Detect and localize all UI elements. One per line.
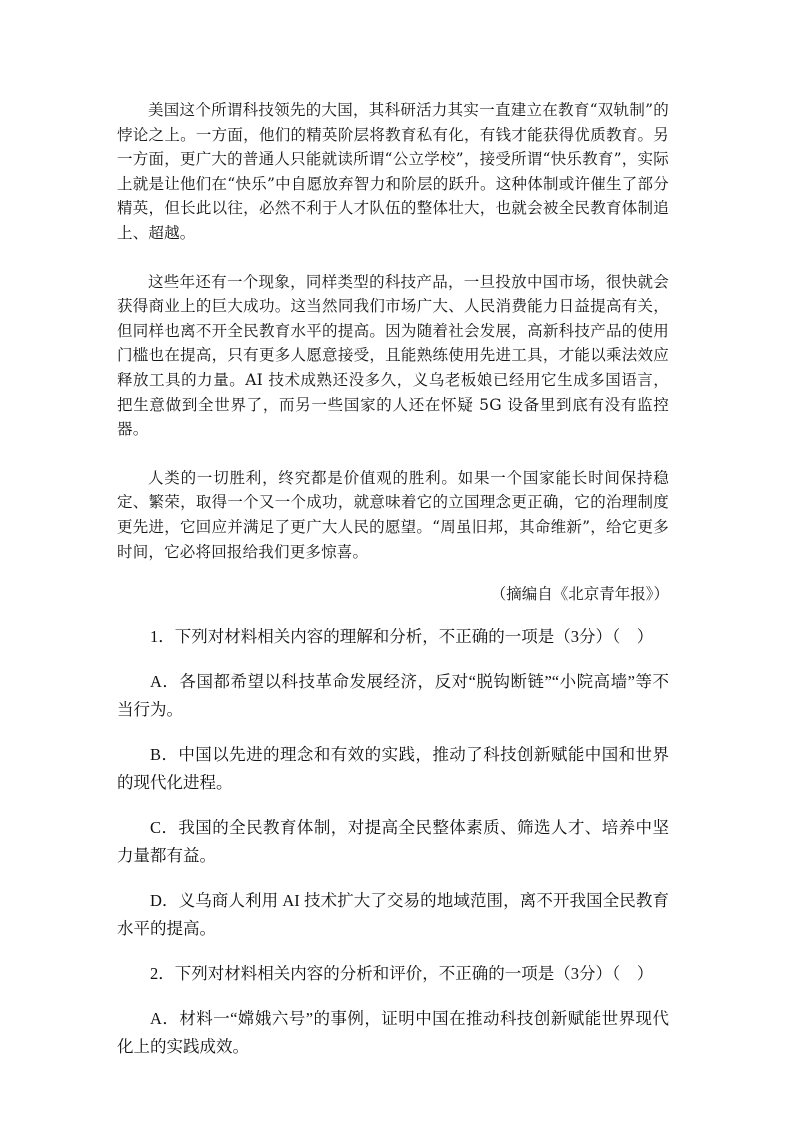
article-paragraph-2: 这些年还有一个现象，同样类型的科技产品，一旦投放中国市场，很快就会获得商业上的巨大成功。这当然同我们市场广大、人民消费能力日益提高有关，但同样也离不开全民教育水平的提高。因为随着社会发展，高新科技产品的使用门槛也在提高，只有更多人愿意接受，且能熟练使用先进工具，才能以乘法效应释放工具的力量。AI 技术成熟还没多久，义乌老板娘已经用它生成多国语言，把生意做到全世界了，而另一些国家的人还在怀疑 5G 设备里到底有没有监控器。	[117, 272, 669, 439]
question-2	[117, 960, 669, 1061]
article-source: （摘编自《北京青年报》）	[490, 585, 669, 604]
question-1-option-a: A．各国都希望以科技革命发展经济，反对“脱钩断链”“小院高墙”等不当行为。	[117, 672, 669, 720]
question-2-stem: 2．下列对材料相关内容的分析和评价，不正确的一项是（3分）（ ）	[150, 964, 654, 984]
question-1-option-d: D．义乌商人利用 AI 技术扩大了交易的地域范围，离不开我国全民教育水平的提高。	[117, 891, 669, 939]
article-paragraph-3: 人类的一切胜利，终究都是价值观的胜利。如果一个国家能长时间保持稳定、繁荣，取得一个又一个成功，就意味着它的立国理念更正确，它的治理制度更先进，它回应并满足了更广大人民的愿望。“周虽旧邦，其命维新”，给它更多时间，它必将回报给我们更多惊喜。	[117, 468, 669, 561]
questions-section	[117, 623, 669, 1061]
article-passage	[117, 98, 669, 564]
question-1	[117, 623, 669, 943]
article-paragraph-1: 美国这个所谓科技领先的大国，其科研活力其实一直建立在教育“双轨制”的悖论之上。一方面，他们的精英阶层将教育私有化，有钱才能获得优质教育。另一方面，更广大的普通人只能就读所谓“公立学校”，接受所谓“快乐教育”，实际上就是让他们在“快乐”中自愿放弃智力和阶层的跃升。这种体制或许催生了部分精英，但长此以往，必然不利于人才队伍的整体壮大，也就会被全民教育体制追上、超越。	[117, 101, 669, 242]
page-content	[117, 98, 669, 1078]
question-2-option-a: A．材料一“嫦娥六号”的事例，证明中国在推动科技创新赋能世界现代化上的实践成效。	[117, 1009, 669, 1057]
question-1-option-b: B．中国以先进的理念和有效的实践，推动了科技创新赋能中国和世界的现代化进程。	[117, 745, 669, 793]
question-1-option-c: C．我国的全民教育体制，对提高全民整体素质、筛选人才、培养中坚力量都有益。	[117, 818, 669, 866]
question-1-stem: 1．下列对材料相关内容的理解和分析，不正确的一项是（3分）（ ）	[150, 627, 654, 647]
